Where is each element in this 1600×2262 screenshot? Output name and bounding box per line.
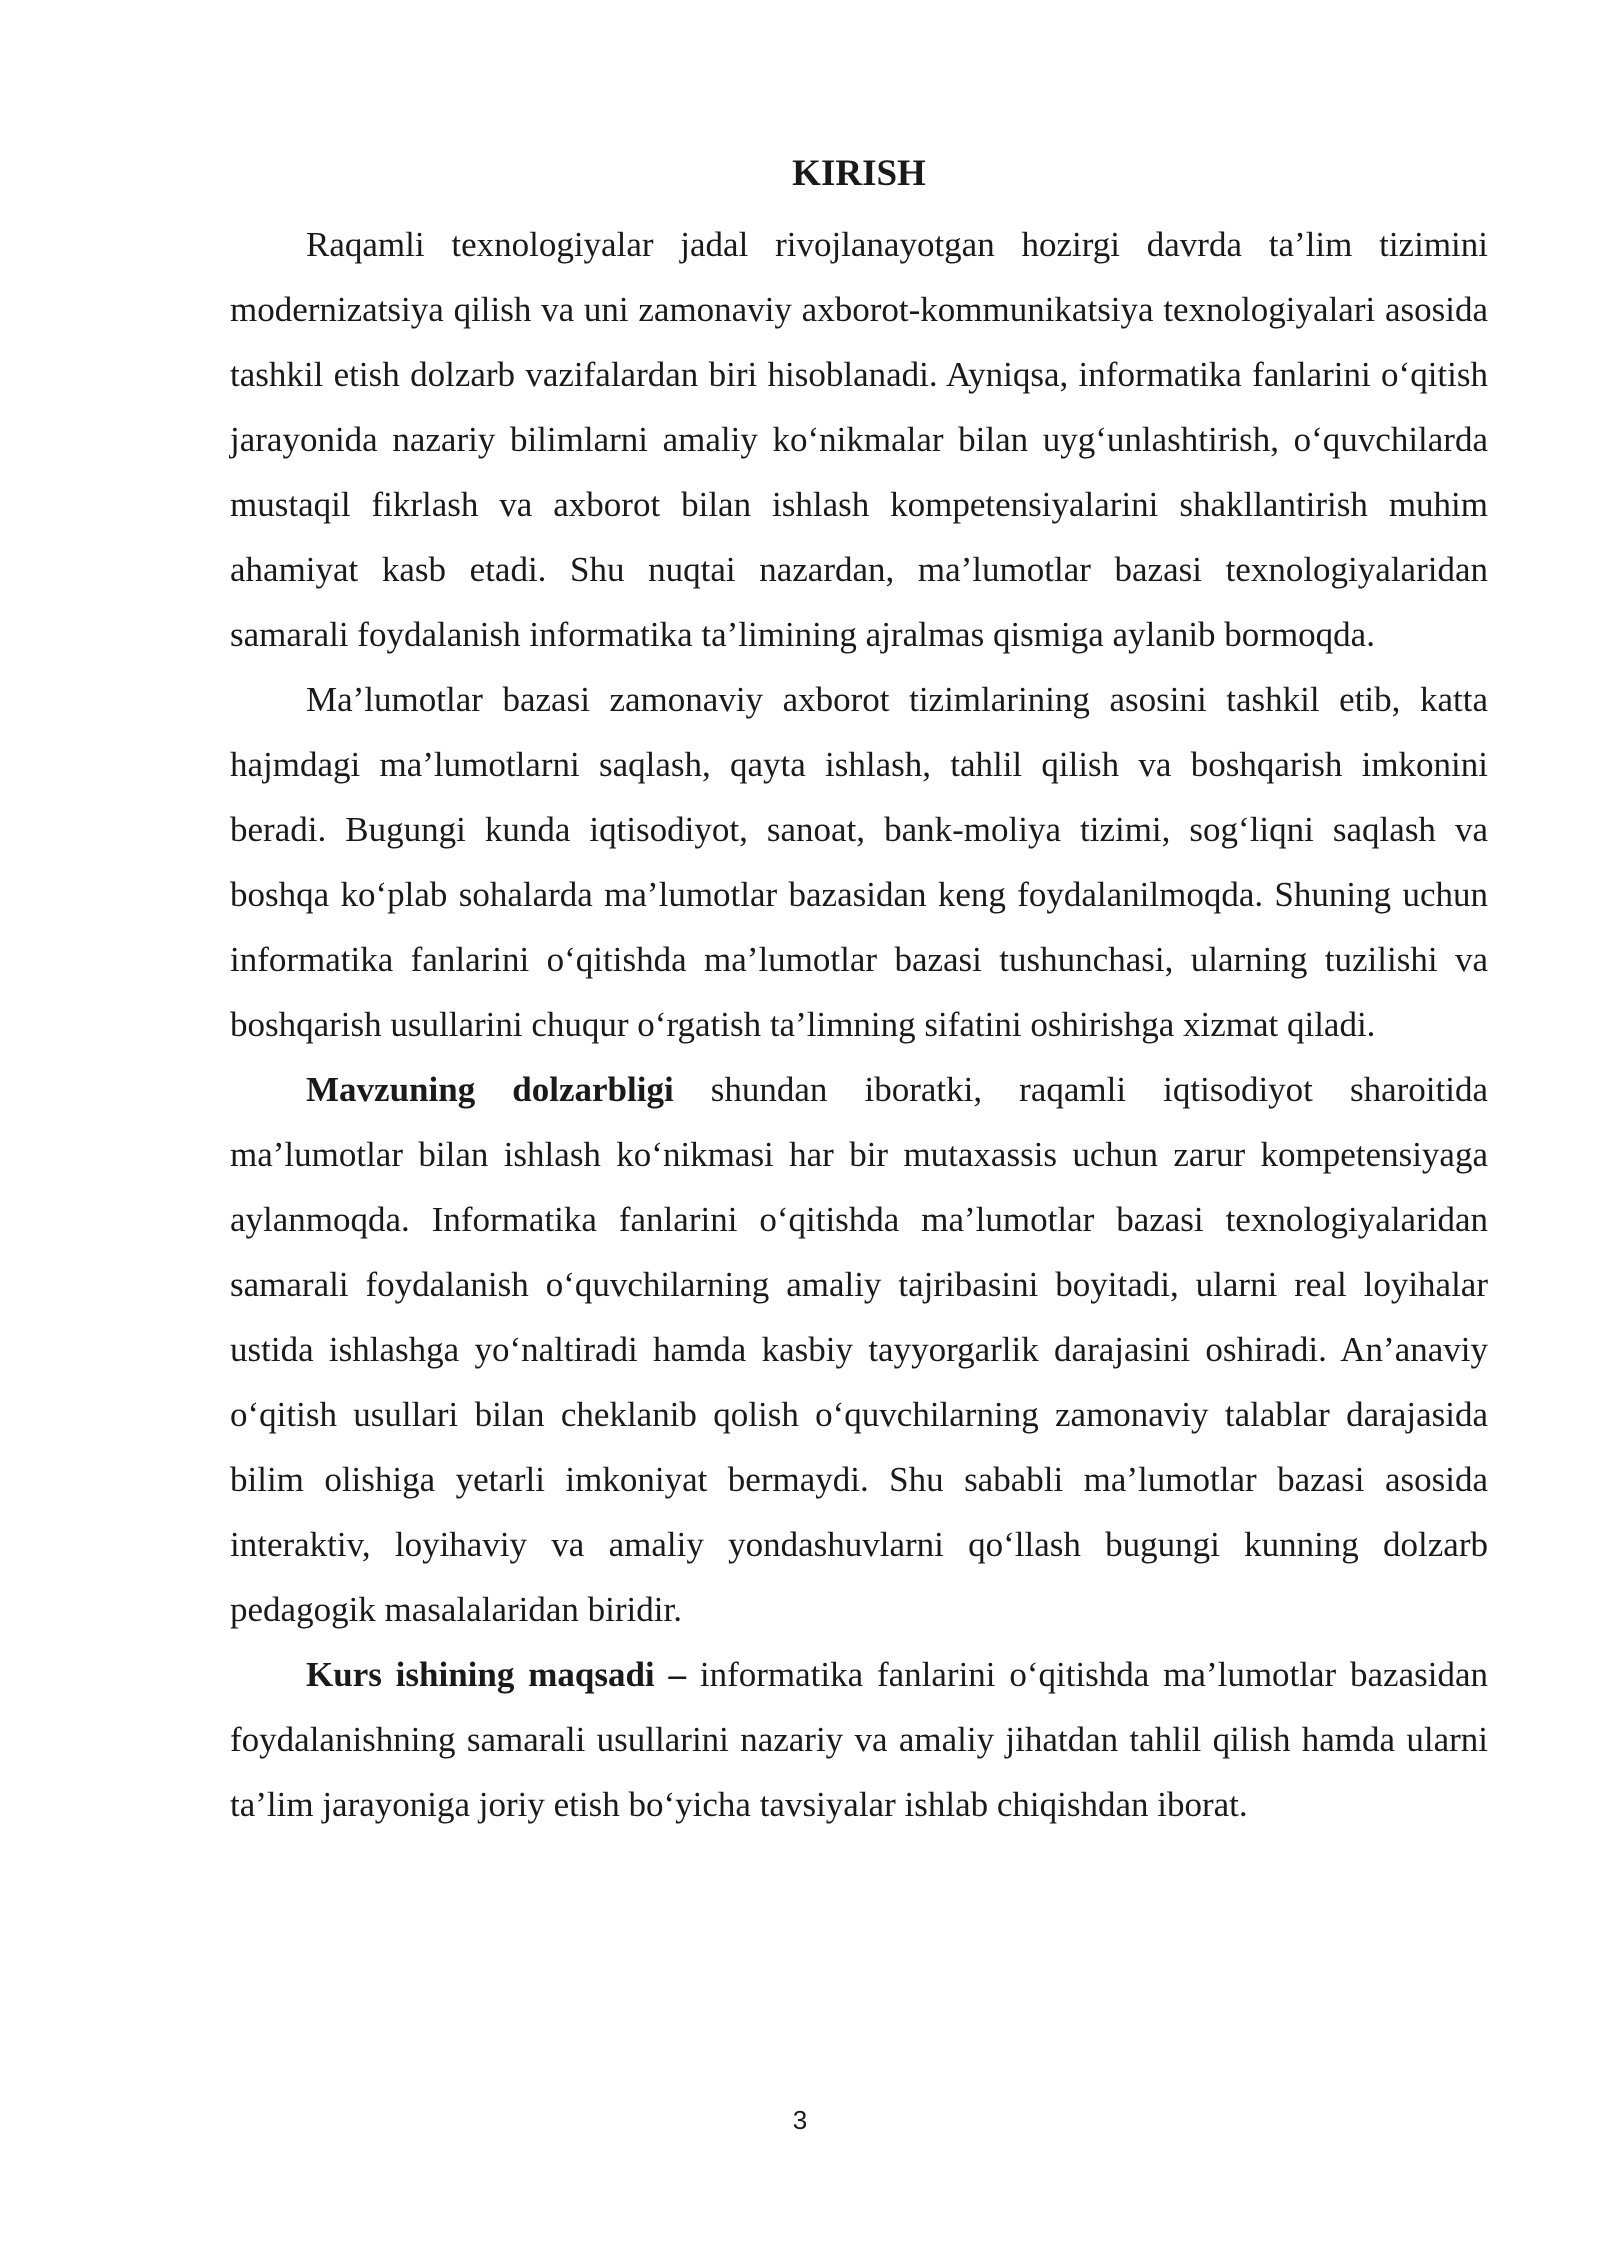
- section-title: KIRISH: [792, 153, 926, 194]
- paragraph-lead: Mavzuning dolzarbligi: [306, 1070, 674, 1109]
- page-content: [230, 148, 1488, 1837]
- paragraph-text: Raqamli texnologiyalar jadal rivojlanayotgan hozirgi davrda ta’lim tizimini modernizatsiya qilish va uni zamonaviy axborot-kommunikatsiya texnologiyalari asosida tashkil etish dolzarb vazifalardan biri hisoblanadi. Ayniqsa, informatika fanlarini o‘qitish jarayonida nazariy bilimlarni amaliy ko‘nikmalar bilan uyg‘unlashtirish, o‘quvchilarda mustaqil fikrlash va axborot bilan ishlash kompetensiyalarini shakllantirish muhim ahamiyat kasb etadi. Shu nuqtai nazardan, ma’lumotlar bazasi texnologiyalaridan samarali foydalanish informatika ta’limining ajralmas qismiga aylanib bormoqda.: [230, 225, 1488, 654]
- paragraph-relevance: [230, 1057, 1488, 1642]
- paragraph-databases: [230, 667, 1488, 1057]
- paragraph-goal: [230, 1642, 1488, 1837]
- paragraph-text: Ma’lumotlar bazasi zamonaviy axborot tizimlarining asosini tashkil etib, katta hajmdagi ma’lumotlarni saqlash, qayta ishlash, tahlil qilish va boshqarish imkonini beradi. Bugungi kunda iqtisodiyot, sanoat, bank-moliya tizimi, sog‘liqni saqlash va boshqa ko‘plab sohalarda ma’lumotlar bazasidan keng foydalanilmoqda. Shuning uchun informatika fanlarini o‘qitishda ma’lumotlar bazasi tushunchasi, ularning tuzilishi va boshqarish usullarini chuqur o‘rgatish ta’limning sifatini oshirishga xizmat qiladi.: [230, 680, 1488, 1044]
- paragraph-text: informatika fanlarini o‘qitishda ma’lumotlar bazasidan foydalanishning samarali usullarini nazariy va amaliy jihatdan tahlil qilish hamda ularni ta’lim jarayoniga joriy etish bo‘yicha tavsiyalar ishlab chiqishdan iborat.: [230, 1655, 1489, 1824]
- paragraph-intro: [230, 212, 1488, 667]
- paragraph-lead: Kurs ishining maqsadi –: [306, 1655, 686, 1694]
- paragraph-text: shundan iboratki, raqamli iqtisodiyot sharoitida ma’lumotlar bilan ishlash ko‘nikmasi har bir mutaxassis uchun zarur kompetensiyaga aylanmoqda. Informatika fanlarini o‘qitishda ma’lumotlar bazasi texnologiyalaridan samarali foydalanish o‘quvchilarning amaliy tajribasini boyitadi, ularni real loyihalar ustida ishlashga yo‘naltiradi hamda kasbiy tayyorgarlik darajasini oshiradi. An’anaviy o‘qitish usullari bilan cheklanib qolish o‘quvchilarning zamonaviy talablar darajasida bilim olishiga yetarli imkoniyat bermaydi. Shu sababli ma’lumotlar bazasi asosida interaktiv, loyihaviy va amaliy yondashuvlarni qo‘llash bugungi kunning dolzarb pedagogik masalalaridan biridir.: [230, 1070, 1488, 1629]
- page-number: 3: [792, 2105, 808, 2135]
